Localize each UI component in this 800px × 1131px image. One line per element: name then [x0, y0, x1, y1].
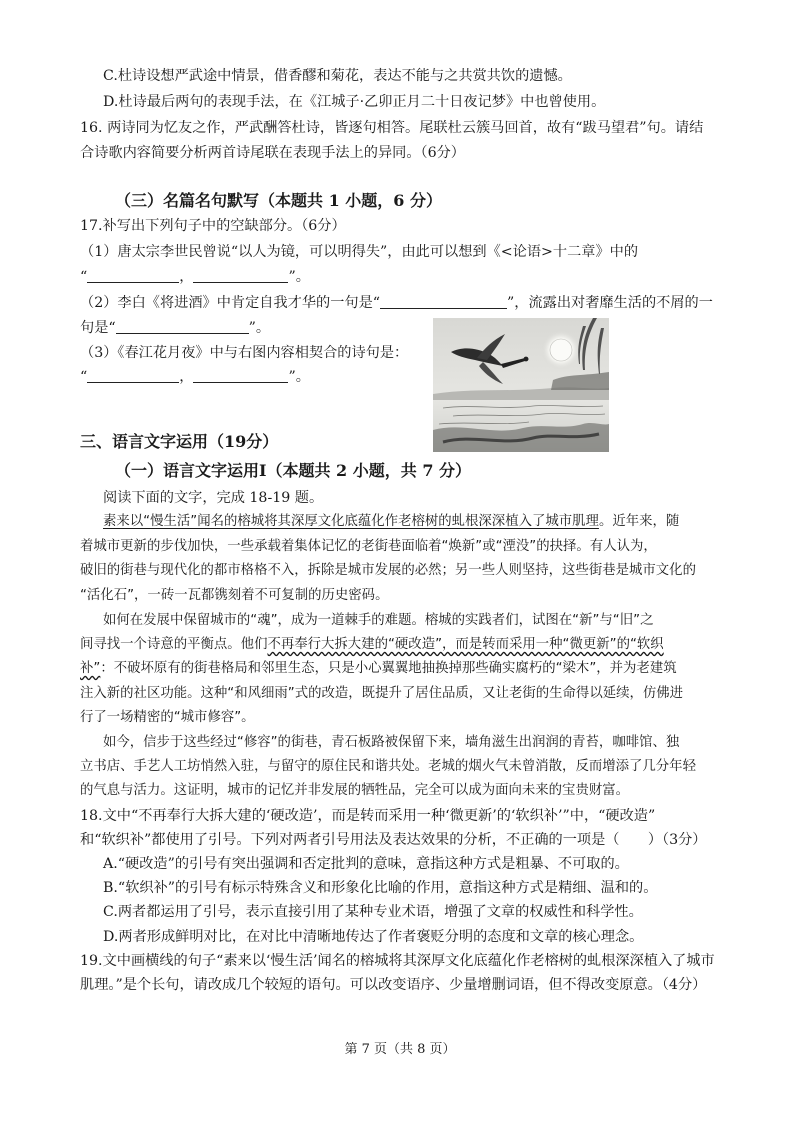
wavy-underlined-phrase: 不再奉行大拆大建的“硬改造”，而是转而采用一种“微更新”的“软织 — [267, 637, 664, 652]
passage-p2-line-1: 如何在发展中保留城市的“魂”，成为一道棘手的难题。榕城的实践者们，试图在“新”与“旧”之 — [103, 613, 654, 628]
wavy-underlined-phrase-end: 补” — [80, 661, 101, 676]
passage-p2-line-4: 注入新的社区功能。这种“和风细雨”式的改造，既提升了居住品质，又让老街的生命得以延续，仿佛进 — [80, 686, 684, 701]
subsection-1-title: （一）语言文字运用Ⅰ（本题共 2 小题，共 7 分） — [115, 461, 472, 480]
q18-line-1: 18.文中“不再奉行大拆大建的‘硬改造’，而是转而采用一种‘微更新’的‘软织补’”中，“硬改造” — [80, 808, 656, 824]
passage-p2-line-5: 行了一场精密的“城市修容”。 — [80, 710, 255, 725]
q17-part-3: （3）《春江花月夜》中与右图内容相契合的诗句是： — [80, 345, 409, 361]
close-quote: ”。 — [288, 369, 310, 385]
q17-part-2-text: （2）李白《将进酒》中肯定自我才华的一句是“ — [80, 295, 381, 311]
answer-blank[interactable] — [87, 368, 179, 383]
q15-option-d: D.杜诗最后两句的表现手法，在《江城子·乙卯正月二十日夜记梦》中也曾使用。 — [103, 94, 606, 110]
page-number: 第 7 页（共 8 页） — [344, 1042, 456, 1057]
comma: ， — [179, 369, 194, 385]
q16-line-1: 16. 两诗同为忆友之作，严武酬答杜诗，皆逐句相答。尾联杜云簇马回首，故有“跋马望君”句。请结 — [80, 120, 704, 136]
q17-part-2 — [80, 293, 713, 313]
q17-stem: 17.补写出下列句子中的空缺部分。（6分） — [80, 218, 346, 234]
q17-part-1-blanks — [80, 267, 310, 287]
q19-line-2: 肌理。”是个长句，请改成几个较短的语句。可以改变语序、少量增删词语，但不得改变原意。（4分） — [80, 977, 707, 993]
q17-part-2-text-b: ”，流露出对奢靡生活的不屑的一 — [507, 295, 713, 311]
passage-p3-line-2: 立书店、手艺人工坊悄然入驻，与留守的原住民和谐共处。老城的烟火气未曾消散，反而增添了几分年轻 — [80, 759, 696, 774]
ink-painting-illustration — [433, 318, 609, 452]
answer-blank[interactable] — [193, 268, 288, 283]
q15-option-c: C.杜诗设想严武途中情景，借香醪和菊花，表达不能与之共赏共饮的遗憾。 — [103, 68, 572, 84]
passage-p1-line-4: “活化石”，一砖一瓦都镌刻着不可复制的历史密码。 — [80, 588, 389, 603]
passage-text: 。近年来，随 — [598, 514, 680, 529]
q17-part-3-blanks — [80, 367, 310, 387]
q18-option-b[interactable]: B.“软织补”的引号有标示特殊含义和形象化比喻的作用，意指这种方式是精细、温和的。 — [103, 880, 658, 896]
passage-p3-line-3: 的气息与活力。这证明，城市的记忆并非发展的牺牲品，完全可以成为面向未来的宝贵财富。 — [80, 783, 630, 798]
passage-p2-line-3 — [80, 659, 677, 679]
reading-instruction: 阅读下面的文字，完成 18-19 题。 — [103, 490, 324, 506]
passage-p1-line-1 — [103, 512, 679, 532]
moon — [550, 339, 572, 361]
q19-line-1: 19.文中画横线的句子“素来以‘慢生活’闻名的榕城将其深厚文化底蕴化作老榕树的虬根深深植入了城市 — [80, 953, 715, 969]
passage-p3-line-1: 如今，信步于这些经过“修容”的街巷，青石板路被保留下来，墙角滋生出润润的青苔，咖啡馆、独 — [103, 735, 680, 750]
passage-p2-line-2 — [80, 635, 664, 655]
open-quote: “ — [80, 269, 88, 285]
q16-line-2: 合诗歌内容简要分析两首诗尾联在表现手法上的异同。（6分） — [80, 145, 465, 161]
underlined-sentence: 素来以“慢生活”闻名的榕城将其深厚文化底蕴化作老榕树的虬根深深植入了城市肌理 — [103, 514, 599, 529]
answer-blank[interactable] — [87, 268, 179, 283]
q17-part-2-text-c: 句是“ — [80, 320, 116, 336]
open-quote: “ — [80, 369, 88, 385]
close-quote: ”。 — [288, 269, 310, 285]
q17-part-1: （1）唐太宗李世民曾说“以人为镜，可以明得失”，由此可以想到《<论语>十二章》中的 — [80, 244, 639, 260]
passage-p1-line-3: 破旧的街巷与现代化的都市格格不入，拆除是城市发展的必然；另一些人则坚持，这些街巷是城市文化的 — [80, 563, 696, 578]
answer-blank[interactable] — [116, 319, 249, 334]
q18-option-a[interactable]: A.“硬改造”的引号有突出强调和否定批判的意味，意指这种方式是粗暴、不可取的。 — [103, 856, 629, 872]
passage-p1-line-2: 着城市更新的步伐加快，一些承载着集体记忆的老街巷面临着“焕新”或“湮没”的抉择。有人认为， — [80, 539, 657, 554]
passage-text: 间寻找一个诗意的平衡点。他们 — [80, 637, 268, 652]
answer-blank[interactable] — [380, 294, 507, 309]
q18-line-2: 和“软织补”都使用了引号。下列对两者引号用法及表达效果的分析，不正确的一项是（ ）（3分） — [80, 832, 707, 848]
close-quote: ”。 — [248, 320, 271, 336]
comma: ， — [179, 269, 194, 285]
passage-text: ：不破坏原有的街巷格局和邻里生态，只是小心翼翼地抽换掉那些确实腐朽的“梁木”，并为老建筑 — [100, 661, 677, 676]
q17-part-2-line-2 — [80, 318, 270, 338]
q18-option-d[interactable]: D.两者形成鲜明对比，在对比中清晰地传达了作者褒贬分明的态度和文章的核心理念。 — [103, 929, 644, 945]
part-3-title: 三、语言文字运用（19分） — [80, 432, 279, 451]
section-3-title: （三）名篇名句默写（本题共 1 小题，6 分） — [115, 191, 442, 210]
q18-option-c[interactable]: C.两者都运用了引号，表示直接引用了某种专业术语，增强了文章的权威性和科学性。 — [103, 904, 643, 920]
answer-blank[interactable] — [193, 368, 288, 383]
